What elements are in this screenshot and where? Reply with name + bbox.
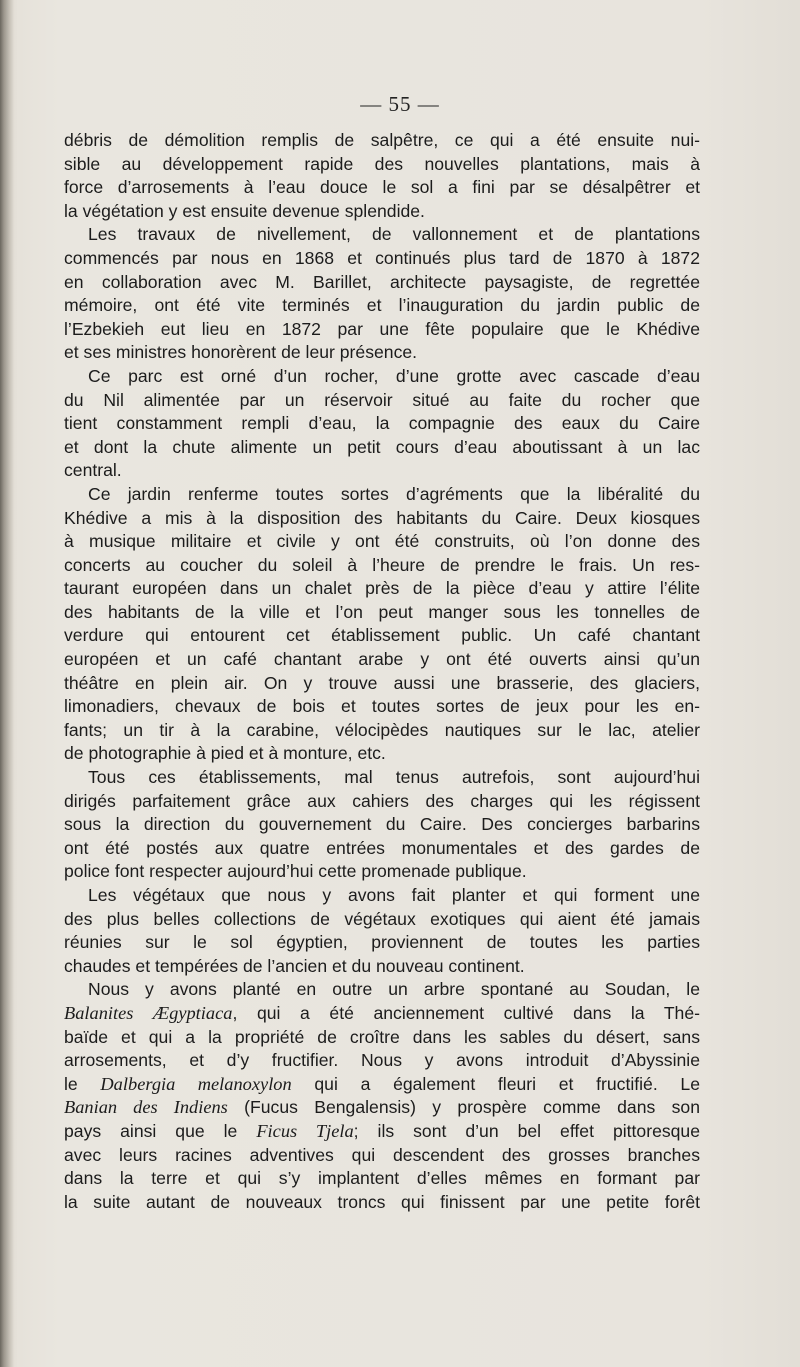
species-name-italic: Banian des Indiens: [64, 1097, 228, 1118]
text-line: Tous ces établissements, mal tenus autrefois, sont aujourd’hui: [88, 767, 700, 788]
text-fragment: qui a également fleuri et fructifié. Le: [291, 1073, 700, 1094]
text-line: force d’arrosements à l’eau douce le sol a fini par se désalpêtrer et: [64, 177, 700, 198]
text-line: réunies sur le sol égyptien, proviennent de toutes les parties: [64, 932, 700, 953]
text-line: verdure qui entourent cet établissement public. Un café chantant: [64, 625, 700, 646]
text-line: sous la direction du gouvernement du Caire. Des concierges barbarins: [64, 814, 700, 835]
text-line: des plus belles collections de végétaux exotiques qui aient été jamais: [64, 908, 700, 929]
species-name-italic: Dalbergia melanoxylon: [100, 1073, 292, 1094]
text-line: et ses ministres honorèrent de leur présence.: [64, 342, 418, 363]
text-line: [64, 1002, 700, 1026]
text-line: ont été postés aux quatre entrées monumentales et des gardes de: [64, 837, 700, 858]
text-line: [64, 1073, 700, 1097]
text-line: des habitants de la ville et l’on peut manger sous les tonnelles de: [64, 601, 700, 622]
text-line: du Nil alimentée par un réservoir situé au faite du rocher que: [64, 389, 700, 410]
text-line: et dont la chute alimente un petit cours d’eau aboutissant à un lac: [64, 436, 700, 457]
text-line: [64, 1120, 700, 1144]
text-line: mémoire, ont été vite terminés et l’inauguration du jardin public de: [64, 295, 700, 316]
text-line: Les travaux de nivellement, de vallonnement et de plantations: [88, 224, 700, 245]
text-line: tient constamment rempli d’eau, la compagnie des eaux du Caire: [64, 413, 700, 434]
text-line: arrosements, et d’y fructifier. Nous y avons introduit d’Abyssinie: [64, 1050, 700, 1071]
text-line: Nous y avons planté en outre un arbre spontané au Soudan, le: [88, 979, 700, 1000]
text-line: limonadiers, chevaux de bois et toutes sortes de jeux pour les en-: [64, 696, 700, 717]
text-line: en collaboration avec M. Barillet, architecte paysagiste, de regrettée: [64, 271, 700, 292]
text-line: de photographie à pied et à monture, etc.: [64, 743, 386, 764]
text-line: dans la terre et qui s’y implantent d’elles mêmes en formant par: [64, 1168, 700, 1189]
text-line: Khédive a mis à la disposition des habitants du Caire. Deux kiosques: [64, 507, 700, 528]
text-line: [64, 1096, 700, 1120]
text-fragment: pays ainsi que le: [64, 1120, 257, 1141]
species-name-italic: Ficus Tjela: [256, 1120, 354, 1141]
text-line: central.: [64, 460, 122, 481]
text-line: Les végétaux que nous y avons fait planter et qui forment une: [88, 885, 700, 905]
text-line: baïde et qui a la propriété de croître dans les sables du désert, sans: [64, 1026, 700, 1047]
text-line: à musique militaire et civile y ont été construits, où l’on donne des: [64, 531, 700, 552]
text-fragment: , qui a été anciennement cultivé dans la Thé-: [232, 1002, 700, 1023]
text-fragment: le: [64, 1073, 101, 1094]
text-line: avec leurs racines adventives qui descendent des grosses branches: [64, 1144, 700, 1165]
text-line: police font respecter aujourd’hui cette promenade publique.: [64, 861, 527, 882]
body-text: [64, 129, 700, 1214]
text-line: sible au développement rapide des nouvelles plantations, mais à: [64, 153, 700, 174]
text-line: théâtre en plein air. On y trouve aussi une brasserie, des glaciers,: [64, 672, 700, 693]
text-line: la suite autant de nouveaux troncs qui finissent par une petite forêt: [64, 1191, 700, 1212]
page-number: — 55 —: [360, 92, 440, 116]
text-fragment: (Fucus Bengalensis) y prospère comme dans son: [227, 1097, 700, 1118]
text-line: débris de démolition remplis de salpêtre, ce qui a été ensuite nui-: [64, 130, 700, 150]
text-line: Ce jardin renferme toutes sortes d’agréments que la libéralité du: [88, 483, 700, 504]
text-line: européen et un café chantant arabe y ont été ouverts ainsi qu’un: [64, 649, 700, 670]
text-line: fants; un tir à la carabine, vélocipèdes nautiques sur le lac, atelier: [64, 719, 700, 740]
text-line: dirigés parfaitement grâce aux cahiers des charges qui les régissent: [64, 790, 700, 811]
text-line: commencés par nous en 1868 et continués plus tard de 1870 à 1872: [64, 247, 700, 268]
text-fragment: ; ils sont d’un bel effet pittoresque: [353, 1120, 700, 1141]
text-line: Ce parc est orné d’un rocher, d’une grotte avec cascade d’eau: [88, 365, 700, 386]
page-binding-edge: [0, 0, 14, 1367]
text-line: concerts au coucher du soleil à l’heure de prendre le frais. Un res-: [64, 554, 700, 575]
text-line: taurant européen dans un chalet près de la pièce d’eau y attire l’élite: [64, 578, 700, 599]
text-line: la végétation y est ensuite devenue splendide.: [64, 200, 425, 221]
text-line: l’Ezbekieh eut lieu en 1872 par une fête populaire que le Khédive: [64, 318, 700, 339]
species-name-italic: Balanites Ægyptiaca: [64, 1002, 233, 1023]
text-line: chaudes et tempérées de l’ancien et du nouveau continent.: [64, 955, 525, 976]
